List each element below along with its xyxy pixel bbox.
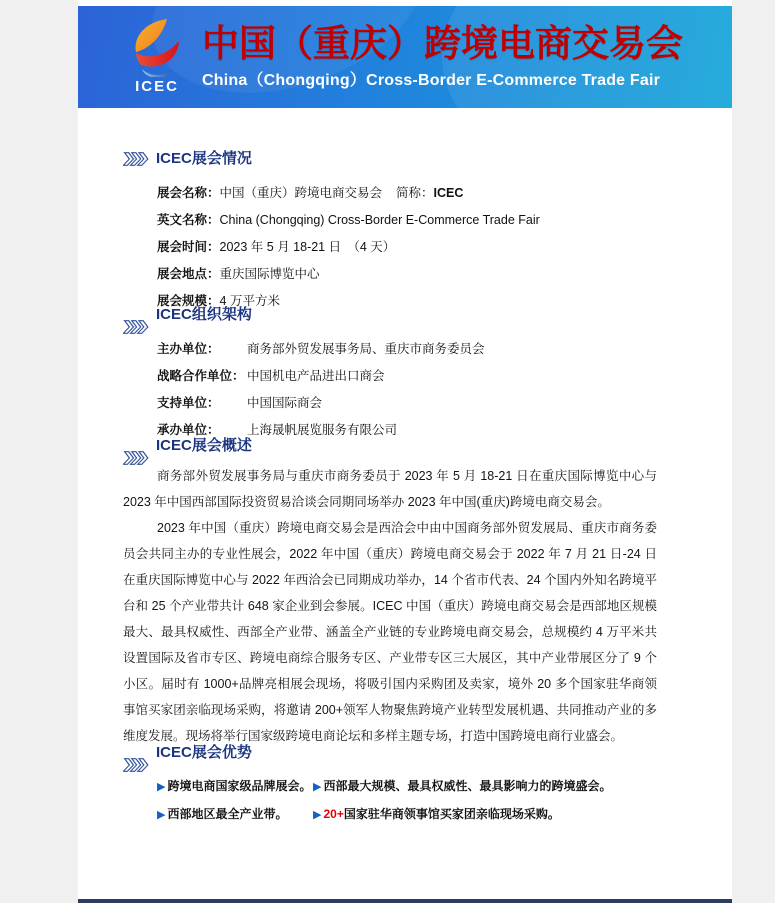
triple-chevron-icon [123, 151, 150, 167]
row-label: 展会时间： [157, 240, 220, 254]
advantage-text: 国家驻华商领事馆买家团亲临现场采购。 [343, 807, 560, 821]
info-row [157, 180, 657, 207]
triple-chevron-icon [123, 319, 150, 335]
org-row [157, 363, 657, 390]
advantage-text: 西部最大规模、最具权威性、最具影响力的跨境盛会。 [323, 779, 612, 793]
row-label: 支持单位： [157, 396, 220, 410]
org-row [157, 390, 657, 417]
section-exhibition-overview [123, 150, 657, 315]
advantage-text: 西部地区最全产业带。 [167, 807, 288, 821]
section-summary [123, 437, 657, 749]
section-heading-row [123, 744, 657, 762]
summary-paragraphs [123, 463, 657, 749]
row-value: 4 万平方米 [219, 294, 280, 308]
section-title: ICEC展会优势 [156, 744, 252, 761]
row-value: China (Chongqing) Cross-Border E-Commerce Trade Fair [219, 213, 540, 227]
row-value: 重庆国际博览中心 [219, 267, 320, 281]
page-title: 中国（重庆）跨境电商交易会 [202, 23, 683, 65]
row-label: 战略合作单位： [157, 369, 245, 383]
info-row [157, 207, 657, 234]
section-title: ICEC展会概述 [156, 437, 252, 454]
row-label: 展会名称： [157, 186, 220, 200]
section-title: ICEC组织架构 [156, 306, 252, 323]
row-value: 中国机电产品进出口商会 [247, 369, 385, 383]
advantage-highlight: 20+ [323, 807, 344, 821]
row-value: 中国（重庆）跨境电商交易会 [219, 186, 383, 200]
bullet-arrow-icon: ▶ [157, 781, 166, 793]
page-subtitle: China（Chongqing）Cross-Border E-Commerce Trade Fair [202, 71, 661, 89]
info-row [157, 261, 657, 288]
section-heading-row [123, 150, 657, 168]
advantage-item [157, 773, 313, 801]
row-value: 商务部外贸发展事务局、重庆市商务委员会 [247, 342, 485, 356]
row-label: 承办单位： [157, 423, 220, 437]
row-label: 英文名称： [157, 213, 220, 227]
bullet-arrow-icon: ▶ [313, 809, 322, 821]
triple-chevron-icon [123, 450, 150, 466]
banner-titles [202, 24, 683, 89]
organization-rows [157, 336, 657, 444]
org-row [157, 336, 657, 363]
logo-label: ICEC [135, 78, 179, 95]
triple-chevron-icon [123, 757, 150, 773]
bullet-arrow-icon: ▶ [157, 809, 166, 821]
info-row [157, 234, 657, 261]
row-value: 中国国际商会 [247, 396, 323, 410]
row-value: 上海晟帆展览服务有限公司 [247, 423, 398, 437]
footer-accent-bar [78, 899, 732, 903]
icec-logo [114, 19, 200, 95]
advantage-item [313, 801, 657, 829]
section-heading-row [123, 306, 657, 324]
row-value-2: ICEC [433, 186, 464, 200]
advantage-item [313, 773, 657, 801]
section-organization [123, 306, 657, 444]
row-label-2: 简称： [396, 186, 434, 200]
advantage-item [157, 801, 313, 829]
document-card [78, 0, 732, 903]
summary-paragraph-2: 2023 年中国（重庆）跨境电商交易会是西洽会中由中国商务部外贸发展局、重庆市商务委员会共同主办的专业性展会，2022 年中国（重庆）跨境电商交易会于 2022 年 7 月 21 日-24 日在重庆国际博览中心与 2022 年西洽会已同期成功举办，14 个省市代表、24 个国内外知名跨境平台和 25 个产业带共计 648 家企业到会参展。ICEC 中国（重庆）跨境电商交易会是西部地区规模最大、最具权威性、西部全产业带、涵盖全产业链的专业跨境电商交易会，总规模约 4 万平米共设置国际及省市专区、跨境电商综合服务专区、产业带专区三大展区，其中产业带展区分了 9 个小区。届时有 1000+品牌亮相展会现场，将吸引国内采购团及卖家，境外 20 多个国家驻华商领事馆买家团亲临现场采购，将邀请 200+领军人物聚焦跨境产业转型发展机遇、共同推动产业的多维度发展。现场将举行国家级跨境电商论坛和多样主题专场，打造中国跨境电商行业盛会。 [123, 521, 657, 743]
section-title: ICEC展会情况 [156, 150, 252, 167]
row-value: 2023 年 5 月 18-21 日 （4 天） [219, 240, 396, 254]
section-advantages [123, 744, 657, 829]
advantage-text: 跨境电商国家级品牌展会。 [167, 779, 312, 793]
section-heading-row [123, 437, 657, 455]
row-label: 展会地点： [157, 267, 220, 281]
icec-e-logo-icon [125, 19, 189, 77]
advantages-list [157, 773, 657, 829]
row-label: 展会规模： [157, 294, 220, 308]
header-banner [78, 6, 732, 108]
overview-rows [157, 180, 657, 315]
bullet-arrow-icon: ▶ [313, 781, 322, 793]
row-label: 主办单位： [157, 342, 220, 356]
summary-paragraph-1: 商务部外贸发展事务局与重庆市商务委员于 2023 年 5 月 18-21 日在重庆国际博览中心与 2023 年中国西部国际投资贸易洽谈会同期同场举办 2023 年中国(重庆)跨境电商交易会。 [123, 469, 657, 509]
